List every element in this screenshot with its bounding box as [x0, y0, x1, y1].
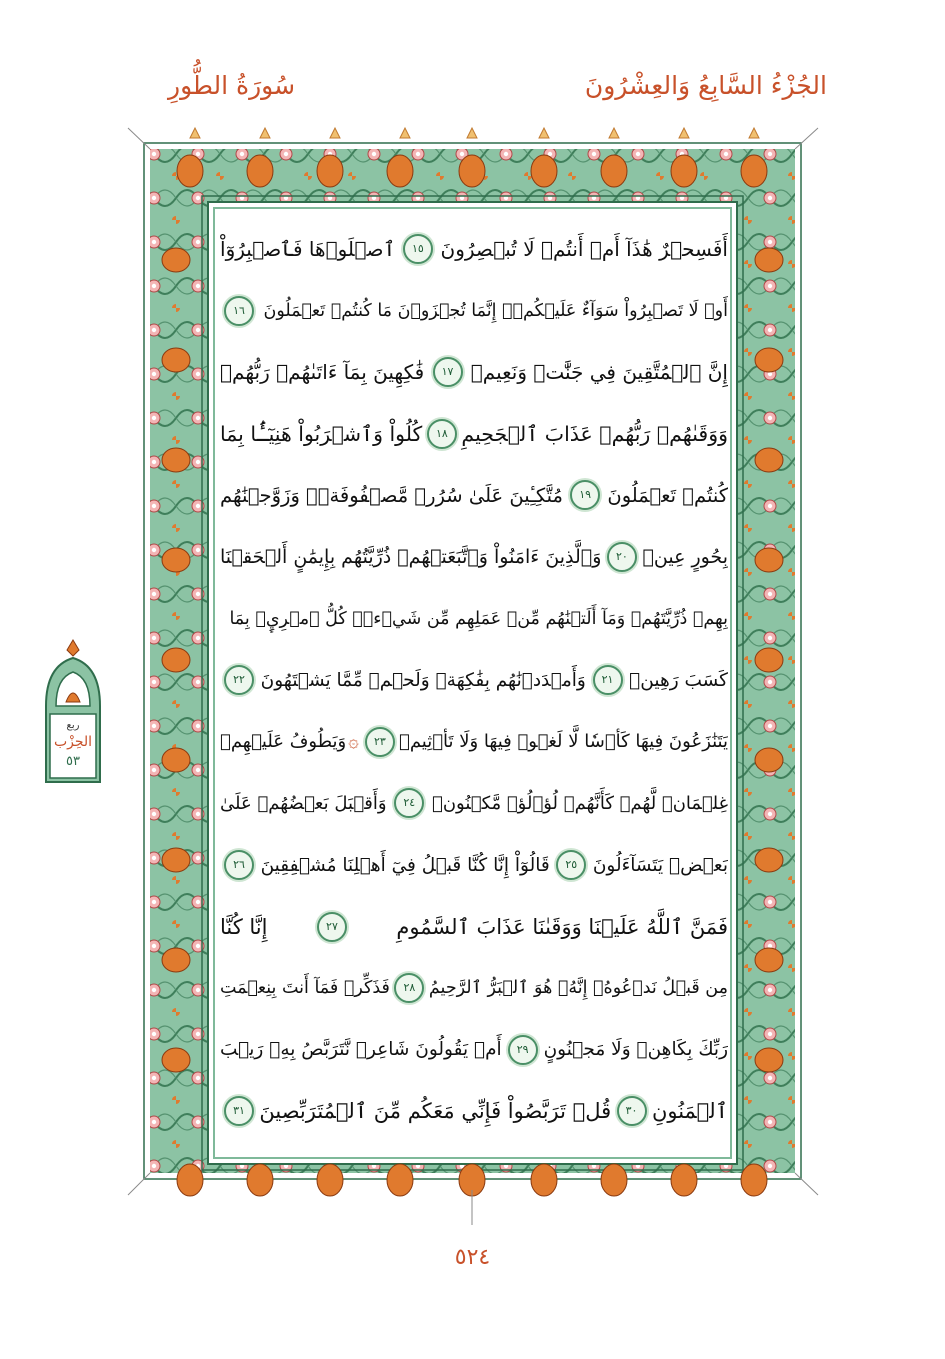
surah-title: سُورَةُ الطُّورِ — [168, 71, 296, 100]
text-line — [220, 775, 728, 831]
verse-text: وَوَقَىٰهُمۡ رَبُّهُمۡ عَذَابَ ٱلۡجَحِيمِ — [461, 421, 728, 446]
verse-text: ٱصۡلَوۡهَا فَٱصۡبِرُوٓاْ — [220, 237, 396, 261]
ayah-number-marker: ١٩ — [570, 480, 600, 510]
verse-text: وَيَطُوفُ عَلَيۡهِمۡ — [220, 731, 347, 753]
text-line — [220, 344, 728, 400]
ayah-number-marker: ٢٣ — [365, 727, 395, 757]
verse-text: ٱلۡمَنُونِ — [651, 1099, 728, 1124]
text-line — [220, 406, 728, 462]
page-number: ٥٢٤ — [454, 1245, 491, 1270]
verse-text: وَأَقۡبَلَ بَعۡضُهُمۡ عَلَىٰ — [220, 792, 387, 814]
verse-text: أَمۡ يَقُولُونَ شَاعِرٞ نَّتَرَبَّصُ بِهِۦ رَيۡبَ — [220, 1039, 502, 1061]
ayah-number-marker: ٢٢ — [224, 665, 254, 695]
verse-text: فَمَنَّ ٱللَّهُ عَلَيۡنَا وَوَقَىٰنَا عَذَابَ ٱلسَّمُومِ — [396, 914, 728, 939]
verse-text: إِنَّ ٱلۡمُتَّقِينَ فِي جَنَّٰتٖ وَنَعِيمٖ — [470, 360, 728, 385]
verse-text: أَفَسِحۡرٌ هَٰذَآ أَمۡ أَنتُمۡ لَا تُبۡصِرُونَ — [440, 237, 728, 261]
ayah-number-marker: ١٦ — [224, 296, 254, 326]
text-line — [220, 529, 728, 585]
hizb-label-top: ربع — [66, 720, 80, 731]
rub-el-hizb-star: ۞ — [348, 731, 359, 753]
text-line — [220, 283, 728, 339]
juz-title: الجُزْءُ السَّابِعُ وَالعِشْرُونَ — [584, 71, 827, 100]
verse-text: وَأَمۡدَدۡنَٰهُم بِفَٰكِهَةٖ وَلَحۡمٖ مِّمَّا يَشۡتَهُونَ — [260, 669, 586, 691]
ayah-number-marker: ٢٦ — [224, 850, 254, 880]
text-line — [220, 652, 728, 708]
hizb-number: ٥٣ — [66, 754, 80, 769]
verse-text: فَذَكِّرۡ فَمَآ أَنتَ بِنِعۡمَتِ — [220, 978, 390, 999]
text-line — [220, 899, 728, 955]
verse-text: كُنتُمۡ تَعۡمَلُونَ — [607, 483, 728, 507]
hizb-marker-badge — [38, 636, 108, 786]
verse-text: بَعۡضٖ يَتَسَآءَلُونَ — [592, 854, 728, 876]
verse-text: فَٰكِهِينَ بِمَآ ءَاتَىٰهُمۡ رَبُّهُمۡ — [220, 360, 425, 385]
text-line — [220, 714, 728, 770]
text-line — [220, 467, 728, 523]
text-line — [220, 221, 728, 277]
ayah-number-marker: ٢٨ — [394, 973, 424, 1003]
text-line — [220, 591, 728, 647]
verse-text: إِنَّا كُنَّا — [220, 914, 268, 939]
text-line — [220, 1083, 728, 1139]
quran-text-panel — [220, 213, 728, 1153]
verse-text: وَٱلَّذِينَ ءَامَنُواْ وَٱتَّبَعَتۡهُمۡ ذُرِّيَّتُهُم بِإِيمَٰنٍ أَلۡحَقۡنَا — [220, 546, 602, 568]
hizb-label: الحِزْب — [53, 734, 93, 750]
ayah-number-marker: ٢٠ — [607, 542, 637, 572]
ayah-number-marker: ٢٩ — [508, 1035, 538, 1065]
text-line — [220, 837, 728, 893]
ayah-number-marker: ١٧ — [433, 357, 463, 387]
verse-text: يَتَنَٰزَعُونَ فِيهَا كَأۡسٗا لَّا لَغۡوٞ فِيهَا وَلَا تَأۡثِيمٞ — [399, 731, 728, 753]
ayah-number-marker: ١٨ — [427, 419, 457, 449]
ayah-number-marker: ١٥ — [403, 234, 433, 264]
ayah-number-marker: ٢٤ — [394, 788, 424, 818]
verse-text: مِن قَبۡلُ نَدۡعُوهُۖ إِنَّهُۥ هُوَ ٱلۡبَرُّ ٱلرَّحِيمُ — [428, 978, 728, 999]
verse-text: رَبِّكَ بِكَاهِنٖ وَلَا مَجۡنُونٍ — [543, 1039, 728, 1061]
ayah-number-marker: ٢٥ — [556, 850, 586, 880]
verse-text: أَوۡ لَا تَصۡبِرُواْ سَوَآءٌ عَلَيۡكُمۡۖ إِنَّمَا تُجۡزَوۡنَ مَا كُنتُمۡ تَعۡمَلُونَ — [263, 300, 728, 321]
text-line — [220, 960, 728, 1016]
ayah-number-marker: ٢١ — [593, 665, 623, 695]
verse-text: بِحُورٍ عِينٖ — [642, 546, 728, 568]
verse-text: كُلُواْ وَٱشۡرَبُواْ هَنِيٓـَٔۢا بِمَا — [220, 421, 423, 446]
text-line — [220, 1022, 728, 1078]
verse-text: مُتَّكِـِٔينَ عَلَىٰ سُرُرٖ مَّصۡفُوفَةٖۖ وَزَوَّجۡنَٰهُم — [220, 483, 563, 507]
verse-text: قَالُوٓاْ إِنَّا كُنَّا قَبۡلُ فِيٓ أَهۡلِنَا مُشۡفِقِينَ — [260, 854, 550, 876]
verse-text: كَسَبَ رَهِينٞ — [629, 669, 728, 691]
verse-text: غِلۡمَانٞ لَّهُمۡ كَأَنَّهُمۡ لُؤۡلُؤٞ مَّكۡنُونٞ — [432, 792, 728, 814]
verse-text: بِهِمۡ ذُرِّيَّتَهُمۡ وَمَآ أَلَتۡنَٰهُم مِّنۡ عَمَلِهِم مِّن شَيۡءٖۚ كُلُّ ٱمۡرِيِٕۭ بِمَا — [229, 608, 728, 629]
ayah-number-marker: ٣٠ — [617, 1096, 647, 1126]
ayah-number-marker: ٢٧ — [317, 912, 347, 942]
verse-text: قُلۡ تَرَبَّصُواْ فَإِنِّي مَعَكُم مِّنَ ٱلۡمُتَرَبِّصِينَ — [259, 1099, 612, 1124]
ayah-number-marker: ٣١ — [224, 1096, 254, 1126]
